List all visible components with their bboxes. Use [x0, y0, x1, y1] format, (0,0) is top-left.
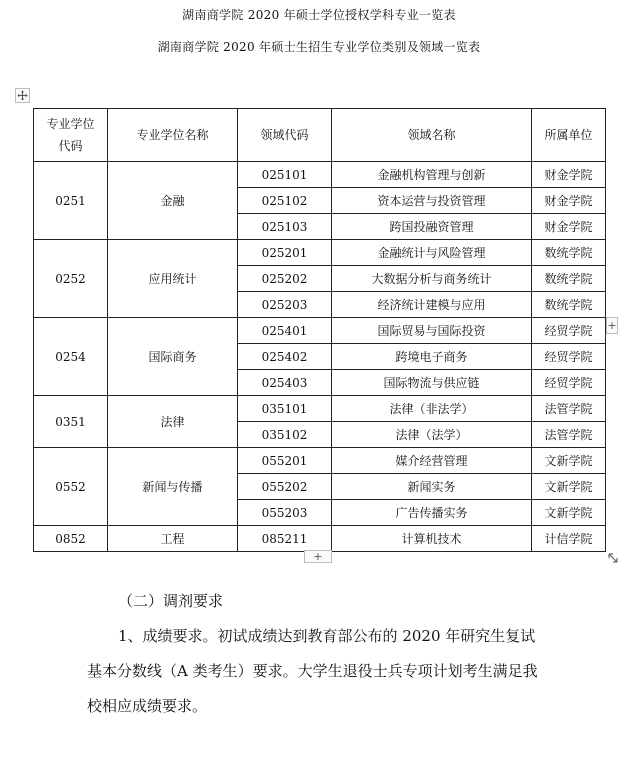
degree-code-cell: 0251: [34, 162, 108, 240]
degree-table: [33, 108, 606, 552]
field-name-cell: 金融机构管理与创新: [332, 162, 532, 188]
unit-cell: 法管学院: [532, 396, 606, 422]
field-name-cell: 大数据分析与商务统计: [332, 266, 532, 292]
degree-code-cell: 0351: [34, 396, 108, 448]
unit-cell: 文新学院: [532, 474, 606, 500]
header-cell: 专业学位名称: [108, 109, 238, 162]
field-name-cell: 媒介经营管理: [332, 448, 532, 474]
header-cell: 领域名称: [332, 109, 532, 162]
field-code-cell: 035101: [238, 396, 332, 422]
body-line-2: 基本分数线（A 类考生）要求。大学生退役士兵专项计划考生满足我: [87, 662, 538, 680]
field-name-cell: 广告传播实务: [332, 500, 532, 526]
field-name-cell: 新闻实务: [332, 474, 532, 500]
unit-cell: 财金学院: [532, 162, 606, 188]
field-name-cell: 经济统计建模与应用: [332, 292, 532, 318]
unit-cell: 财金学院: [532, 188, 606, 214]
unit-cell: 经贸学院: [532, 344, 606, 370]
field-code-cell: 025202: [238, 266, 332, 292]
unit-cell: 法管学院: [532, 422, 606, 448]
field-code-cell: 055201: [238, 448, 332, 474]
field-code-cell: 025401: [238, 318, 332, 344]
doc-title-2: 湖南商学院 2020 年硕士生招生专业学位类别及领域一览表: [157, 40, 481, 54]
unit-cell: 数统学院: [532, 266, 606, 292]
table-move-handle[interactable]: [15, 88, 30, 103]
field-code-cell: 055203: [238, 500, 332, 526]
field-code-cell: 055202: [238, 474, 332, 500]
table-header-row: [34, 109, 606, 162]
body-line-3: 校相应成绩要求。: [87, 697, 208, 715]
table-row: [34, 318, 606, 344]
table-row: [34, 162, 606, 188]
add-row-button[interactable]: +: [304, 550, 332, 563]
field-code-cell: 025201: [238, 240, 332, 266]
unit-cell: 财金学院: [532, 214, 606, 240]
field-name-cell: 计算机技术: [332, 526, 532, 552]
header-cell: 专业学位 代码: [34, 109, 108, 162]
field-name-cell: 资本运营与投资管理: [332, 188, 532, 214]
degree-code-cell: 0252: [34, 240, 108, 318]
field-code-cell: 025101: [238, 162, 332, 188]
unit-cell: 数统学院: [532, 292, 606, 318]
field-name-cell: 金融统计与风险管理: [332, 240, 532, 266]
degree-name-cell: 国际商务: [108, 318, 238, 396]
section-heading: （二）调剂要求: [118, 592, 224, 610]
table-resize-handle[interactable]: [606, 550, 620, 564]
field-name-cell: 跨境电子商务: [332, 344, 532, 370]
table-row: [34, 448, 606, 474]
table-row: [34, 526, 606, 552]
unit-cell: 文新学院: [532, 448, 606, 474]
body-line-1: 1、成绩要求。初试成绩达到教育部公布的 2020 年研究生复试: [118, 627, 536, 645]
doc-title-1: 湖南商学院 2020 年硕士学位授权学科专业一览表: [182, 8, 456, 22]
unit-cell: 数统学院: [532, 240, 606, 266]
field-name-cell: 法律（非法学）: [332, 396, 532, 422]
field-name-cell: 法律（法学）: [332, 422, 532, 448]
field-code-cell: 085211: [238, 526, 332, 552]
degree-name-cell: 工程: [108, 526, 238, 552]
degree-name-cell: 金融: [108, 162, 238, 240]
table-row: [34, 240, 606, 266]
table-row: [34, 396, 606, 422]
unit-cell: 经贸学院: [532, 318, 606, 344]
field-name-cell: 国际贸易与国际投资: [332, 318, 532, 344]
field-name-cell: 国际物流与供应链: [332, 370, 532, 396]
degree-name-cell: 新闻与传播: [108, 448, 238, 526]
resize-icon: [606, 551, 620, 565]
header-cell: 所属单位: [532, 109, 606, 162]
field-code-cell: 035102: [238, 422, 332, 448]
field-code-cell: 025403: [238, 370, 332, 396]
degree-code-cell: 0852: [34, 526, 108, 552]
degree-code-cell: 0552: [34, 448, 108, 526]
unit-cell: 经贸学院: [532, 370, 606, 396]
add-column-button[interactable]: +: [607, 319, 617, 332]
unit-cell: 计信学院: [532, 526, 606, 552]
unit-cell: 文新学院: [532, 500, 606, 526]
field-code-cell: 025103: [238, 214, 332, 240]
field-name-cell: 跨国投融资管理: [332, 214, 532, 240]
field-code-cell: 025102: [238, 188, 332, 214]
degree-name-cell: 法律: [108, 396, 238, 448]
field-code-cell: 025402: [238, 344, 332, 370]
move-icon: [17, 90, 28, 101]
degree-name-cell: 应用统计: [108, 240, 238, 318]
header-cell: 领域代码: [238, 109, 332, 162]
degree-code-cell: 0254: [34, 318, 108, 396]
field-code-cell: 025203: [238, 292, 332, 318]
